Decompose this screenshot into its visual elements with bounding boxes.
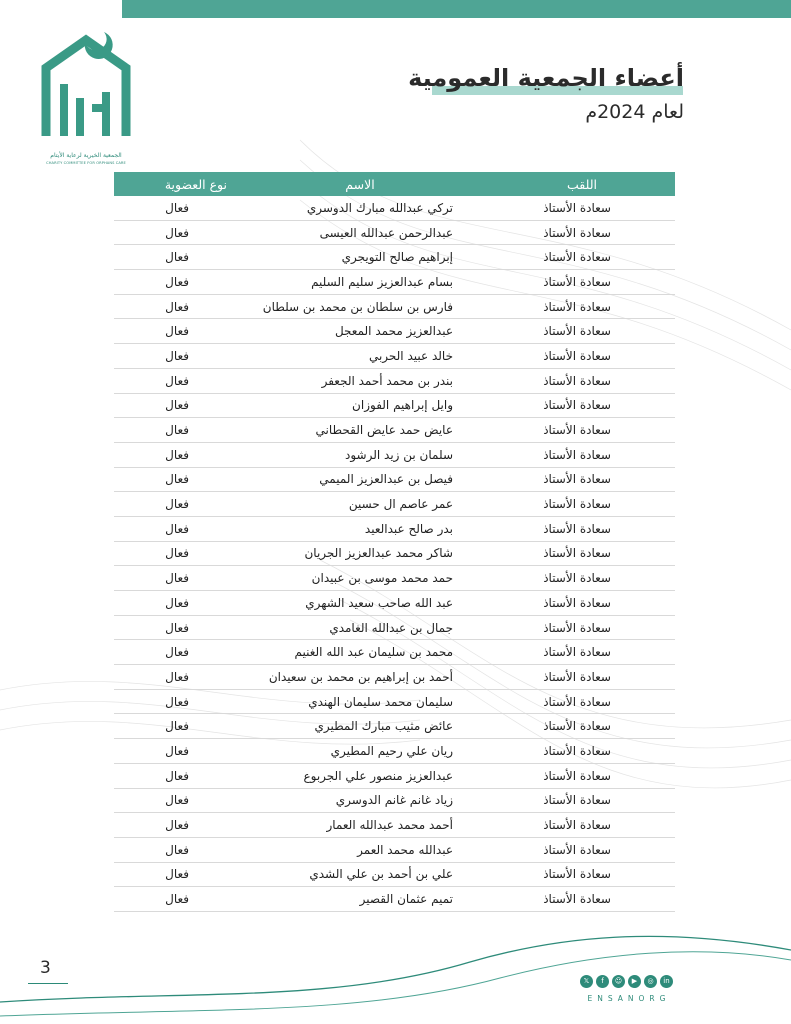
cell-title: سعادة الأستاذ <box>485 665 675 690</box>
table-row <box>114 393 675 418</box>
cell-name: بدر صالح عبدالعيد <box>235 516 485 541</box>
cell-membership-type: فعال <box>114 763 235 788</box>
cell-name: وايل إبراهيم الفوزان <box>235 393 485 418</box>
table-row <box>114 368 675 393</box>
cell-name: فارس بن سلطان بن محمد بن سلطان <box>235 294 485 319</box>
cell-membership-type: فعال <box>114 319 235 344</box>
table-row <box>114 788 675 813</box>
x-icon[interactable]: 𝕏 <box>580 975 593 988</box>
social-icons <box>580 975 673 991</box>
cell-name: عايض حمد عايض القحطاني <box>235 418 485 443</box>
table-row <box>114 862 675 887</box>
header-name: الاسم <box>235 172 485 196</box>
cell-title: سعادة الأستاذ <box>485 887 675 912</box>
cell-name: عبد الله صاحب سعيد الشهري <box>235 591 485 616</box>
bottom-decorative-lines <box>0 920 791 1024</box>
table-row <box>114 714 675 739</box>
cell-membership-type: فعال <box>114 220 235 245</box>
charity-logo <box>40 26 132 165</box>
page-title: أعضاء الجمعية العمومية <box>408 64 684 92</box>
table-row <box>114 442 675 467</box>
cell-title: سعادة الأستاذ <box>485 220 675 245</box>
cell-title: سعادة الأستاذ <box>485 319 675 344</box>
logo-english-name: CHARITY COMMITTEE FOR ORPHANS CARE <box>46 161 126 165</box>
cell-name: خالد عبيد الحربي <box>235 344 485 369</box>
cell-membership-type: فعال <box>114 640 235 665</box>
cell-title: سعادة الأستاذ <box>485 788 675 813</box>
cell-title: سعادة الأستاذ <box>485 442 675 467</box>
cell-membership-type: فعال <box>114 294 235 319</box>
cell-membership-type: فعال <box>114 344 235 369</box>
logo-mark-icon <box>40 26 132 150</box>
cell-title: سعادة الأستاذ <box>485 516 675 541</box>
cell-title: سعادة الأستاذ <box>485 294 675 319</box>
cell-title: سعادة الأستاذ <box>485 615 675 640</box>
cell-title: سعادة الأستاذ <box>485 368 675 393</box>
cell-title: سعادة الأستاذ <box>485 418 675 443</box>
cell-name: سلمان بن زيد الرشود <box>235 442 485 467</box>
cell-name: تركي عبدالله مبارك الدوسري <box>235 196 485 220</box>
cell-name: أحمد محمد عبدالله العمار <box>235 813 485 838</box>
table-row <box>114 837 675 862</box>
cell-title: سعادة الأستاذ <box>485 763 675 788</box>
snapchat-icon[interactable]: ☺ <box>612 975 625 988</box>
table-row <box>114 591 675 616</box>
members-table <box>114 172 675 912</box>
cell-membership-type: فعال <box>114 270 235 295</box>
cell-membership-type: فعال <box>114 591 235 616</box>
cell-name: إبراهيم صالح التويجري <box>235 245 485 270</box>
table-row <box>114 467 675 492</box>
table-body <box>114 196 675 911</box>
instagram-icon[interactable]: ◎ <box>644 975 657 988</box>
table-row <box>114 516 675 541</box>
cell-membership-type: فعال <box>114 516 235 541</box>
cell-title: سعادة الأستاذ <box>485 566 675 591</box>
cell-membership-type: فعال <box>114 714 235 739</box>
table-row <box>114 887 675 912</box>
cell-membership-type: فعال <box>114 887 235 912</box>
cell-membership-type: فعال <box>114 837 235 862</box>
cell-name: جمال بن عبدالله الغامدي <box>235 615 485 640</box>
page-subtitle: لعام 2024م <box>585 101 684 123</box>
cell-membership-type: فعال <box>114 813 235 838</box>
table-row <box>114 763 675 788</box>
cell-name: عبدالله محمد العمر <box>235 837 485 862</box>
cell-title: سعادة الأستاذ <box>485 245 675 270</box>
cell-name: شاكر محمد عبدالعزيز الجريان <box>235 541 485 566</box>
cell-name: حمد محمد موسى بن عبيدان <box>235 566 485 591</box>
cell-title: سعادة الأستاذ <box>485 270 675 295</box>
cell-title: سعادة الأستاذ <box>485 467 675 492</box>
table-row <box>114 492 675 517</box>
cell-membership-type: فعال <box>114 418 235 443</box>
cell-name: عبدالرحمن عبدالله العيسى <box>235 220 485 245</box>
table-row <box>114 665 675 690</box>
cell-name: عمر عاصم ال حسين <box>235 492 485 517</box>
table-row <box>114 640 675 665</box>
cell-title: سعادة الأستاذ <box>485 640 675 665</box>
cell-name: بسام عبدالعزيز سليم السليم <box>235 270 485 295</box>
logo-arabic-name: الجمعية الخيرية لرعاية الأيتام <box>50 152 122 159</box>
cell-membership-type: فعال <box>114 665 235 690</box>
page-number: 3 <box>40 958 51 978</box>
table-row <box>114 270 675 295</box>
cell-title: سعادة الأستاذ <box>485 813 675 838</box>
cell-membership-type: فعال <box>114 862 235 887</box>
top-accent-bar <box>122 0 791 18</box>
cell-title: سعادة الأستاذ <box>485 196 675 220</box>
cell-name: فيصل بن عبدالعزيز الميمي <box>235 467 485 492</box>
header-membership-type: نوع العضوية <box>114 172 235 196</box>
cell-title: سعادة الأستاذ <box>485 393 675 418</box>
table-header-row <box>114 172 675 196</box>
cell-title: سعادة الأستاذ <box>485 344 675 369</box>
cell-title: سعادة الأستاذ <box>485 862 675 887</box>
social-handle: ENSANORG <box>587 994 671 1003</box>
cell-membership-type: فعال <box>114 492 235 517</box>
page-number-underline <box>28 983 68 984</box>
cell-title: سعادة الأستاذ <box>485 541 675 566</box>
cell-title: سعادة الأستاذ <box>485 492 675 517</box>
cell-membership-type: فعال <box>114 368 235 393</box>
cell-membership-type: فعال <box>114 689 235 714</box>
cell-membership-type: فعال <box>114 245 235 270</box>
cell-membership-type: فعال <box>114 467 235 492</box>
table-row <box>114 294 675 319</box>
cell-title: سعادة الأستاذ <box>485 739 675 764</box>
cell-name: زياد غانم غانم الدوسري <box>235 788 485 813</box>
table-row <box>114 344 675 369</box>
cell-membership-type: فعال <box>114 393 235 418</box>
cell-membership-type: فعال <box>114 196 235 220</box>
table-row <box>114 813 675 838</box>
table-row <box>114 319 675 344</box>
cell-name: سليمان محمد سليمان الهندي <box>235 689 485 714</box>
table-row <box>114 689 675 714</box>
cell-name: بندر بن محمد أحمد الجعفر <box>235 368 485 393</box>
cell-name: ريان علي رحيم المطيري <box>235 739 485 764</box>
cell-membership-type: فعال <box>114 442 235 467</box>
table-row <box>114 196 675 220</box>
table-row <box>114 220 675 245</box>
cell-membership-type: فعال <box>114 566 235 591</box>
cell-membership-type: فعال <box>114 788 235 813</box>
cell-membership-type: فعال <box>114 541 235 566</box>
cell-name: محمد بن سليمان عبد الله الغنيم <box>235 640 485 665</box>
table-row <box>114 566 675 591</box>
cell-title: سعادة الأستاذ <box>485 714 675 739</box>
cell-name: عبدالعزيز محمد المعجل <box>235 319 485 344</box>
cell-title: سعادة الأستاذ <box>485 689 675 714</box>
table-row <box>114 739 675 764</box>
linkedin-icon[interactable]: in <box>660 975 673 988</box>
cell-membership-type: فعال <box>114 615 235 640</box>
cell-name: عبدالعزيز منصور علي الجربوع <box>235 763 485 788</box>
cell-name: أحمد بن إبراهيم بن محمد بن سعيدان <box>235 665 485 690</box>
table-row <box>114 615 675 640</box>
cell-name: عائض مثيب مبارك المطيري <box>235 714 485 739</box>
youtube-icon[interactable]: ▶ <box>628 975 641 988</box>
cell-title: سعادة الأستاذ <box>485 837 675 862</box>
cell-title: سعادة الأستاذ <box>485 591 675 616</box>
cell-name: تميم عثمان القصير <box>235 887 485 912</box>
table-row <box>114 245 675 270</box>
cell-membership-type: فعال <box>114 739 235 764</box>
table-row <box>114 541 675 566</box>
facebook-icon[interactable]: f <box>596 975 609 988</box>
header-title: اللقب <box>485 172 675 196</box>
cell-name: علي بن أحمد بن علي الشدي <box>235 862 485 887</box>
table-row <box>114 418 675 443</box>
